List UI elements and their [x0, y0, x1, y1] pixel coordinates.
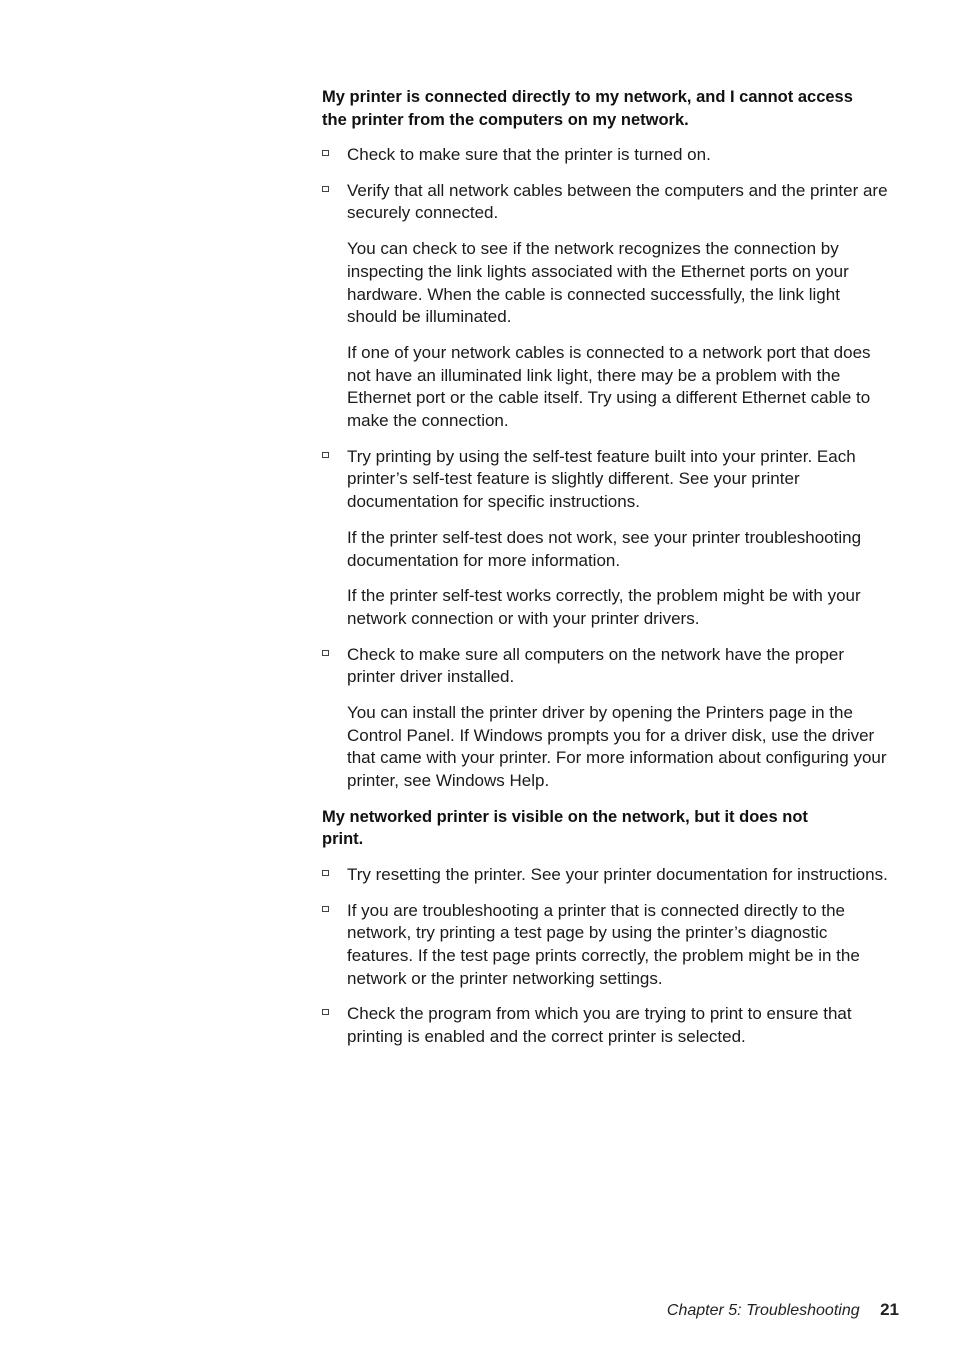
list-item	[322, 900, 892, 991]
section-heading-does-not-print: My networked printer is visible on the network, but it does not print.	[322, 807, 808, 849]
paragraph-text: If one of your network cables is connected to a network port that does not have an illuminated link light, there may be a problem with the Ethernet port or the cable itself. Try using a different Ethernet cable to make the connection.	[347, 342, 871, 431]
bullet-text: Check the program from which you are trying to print to ensure that printing is enabled and the correct printer is selected.	[347, 1004, 852, 1047]
page-footer	[667, 1300, 899, 1320]
page-number: 21	[880, 1300, 899, 1319]
chapter-title: Chapter 5: Troubleshooting	[666, 1302, 860, 1319]
bullet-text: Try resetting the printer. See your printer documentation for instructions.	[347, 864, 888, 884]
square-bullet-icon	[322, 186, 329, 192]
list-item	[322, 1003, 892, 1048]
paragraph-text: You can check to see if the network recognizes the connection by inspecting the link lights associated with the Ethernet ports on your hardware. When the cable is connected successfully, the link light should be illuminated.	[347, 239, 849, 327]
page-content	[322, 86, 892, 1062]
sub-paragraph	[322, 238, 892, 329]
sub-paragraph	[322, 342, 892, 433]
paragraph-text: If the printer self-test works correctly, the problem might be with your network connection or with your printer drivers.	[347, 586, 861, 628]
square-bullet-icon	[322, 150, 329, 156]
sub-paragraph	[322, 585, 892, 630]
bullet-text: If you are troubleshooting a printer that is connected directly to the network, try printing a test page by using the printer’s diagnostic features. If the test page prints correctly, the problem might be in the network or the printer networking settings.	[347, 900, 860, 988]
section-heading-cannot-access: My printer is connected directly to my network, and I cannot access the printer from the computers on my network.	[322, 88, 853, 129]
bullet-text: Try printing by using the self-test feature built into your printer. Each printer’s self-test feature is slightly different. See your printer documentation for specific instructions.	[347, 446, 856, 512]
square-bullet-icon	[322, 870, 329, 876]
square-bullet-icon	[322, 452, 329, 458]
square-bullet-icon	[322, 906, 329, 912]
list-item	[322, 144, 892, 167]
sub-paragraph	[322, 527, 892, 572]
bullet-text: Check to make sure that the printer is turned on.	[347, 145, 711, 164]
sub-paragraph	[322, 702, 892, 793]
list-item	[322, 446, 892, 514]
list-item	[322, 644, 892, 689]
list-item	[322, 864, 892, 887]
square-bullet-icon	[322, 1009, 329, 1015]
list-item	[322, 180, 892, 225]
square-bullet-icon	[322, 650, 329, 656]
bullet-text: Verify that all network cables between the computers and the printer are securely connected.	[347, 180, 888, 223]
paragraph-text: You can install the printer driver by opening the Printers page in the Control Panel. If Windows prompts you for a driver disk, use the driver that came with your printer. For more information about configuring your printer, see Windows Help.	[347, 703, 887, 791]
bullet-text: Check to make sure all computers on the network have the proper printer driver installed.	[347, 644, 845, 687]
paragraph-text: If the printer self-test does not work, see your printer troubleshooting documentation for more information.	[347, 527, 862, 570]
